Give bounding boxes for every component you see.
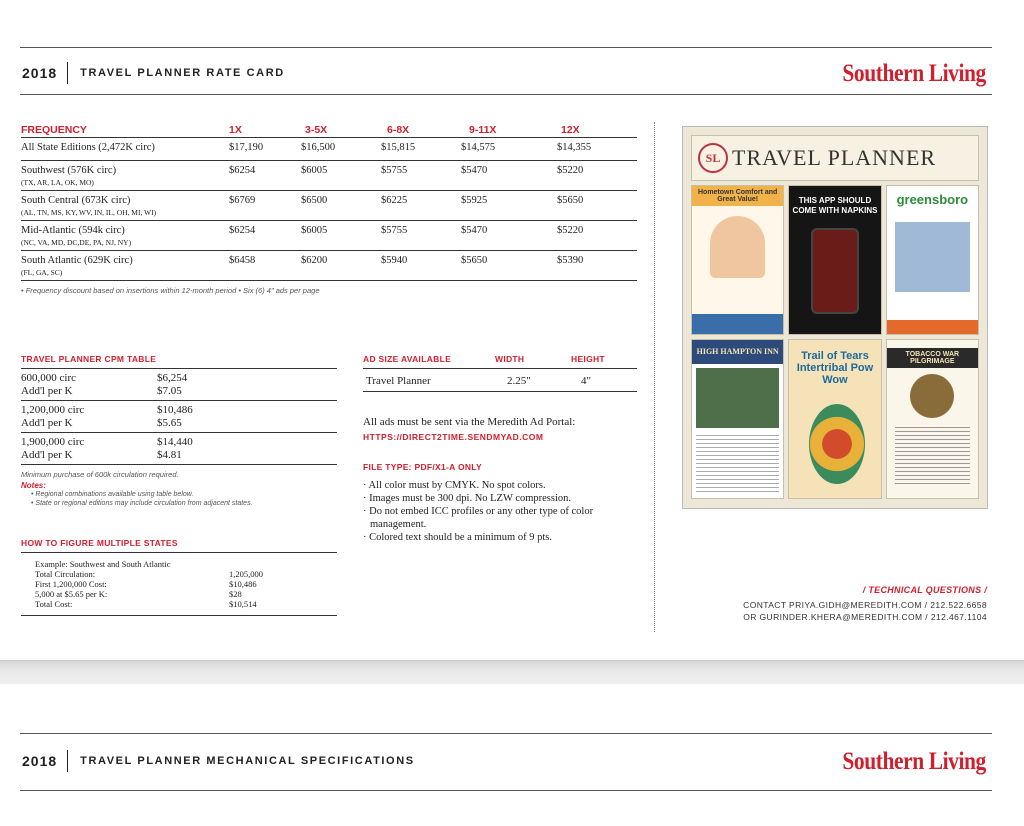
file-type-item: · Images must be 300 dpi. No LZW compression.	[363, 493, 572, 504]
sample-header	[691, 135, 979, 181]
inn-photo-icon	[696, 368, 779, 428]
cpm-circ: 600,000 circ	[21, 372, 76, 384]
portal-text: All ads must be sent via the Meredith Ad Portal:	[363, 416, 576, 428]
rate-cell: $6254	[229, 165, 256, 176]
column-divider	[654, 122, 655, 632]
table-row	[21, 138, 637, 161]
technical-questions	[743, 585, 987, 623]
rate-table-header	[21, 124, 637, 138]
page-header	[22, 62, 285, 84]
rate-cell: $5755	[381, 225, 408, 236]
file-type-item: · All color must by CMYK. No spot colors.	[363, 480, 546, 491]
rate-cell: $5470	[461, 225, 488, 236]
cpm-addl-price: $7.05	[157, 385, 182, 397]
rate-cell: $16,500	[301, 142, 336, 153]
badge-icon	[910, 374, 954, 418]
rate-cell: $5220	[557, 165, 584, 176]
table-row	[21, 161, 637, 191]
header-bottom-rule	[20, 94, 992, 95]
rate-header-12x: 12X	[561, 124, 580, 136]
sl-logo-icon: SL	[698, 143, 728, 173]
multi-value: 1,205,000	[229, 569, 263, 579]
page-title: TRAVEL PLANNER MECHANICAL SPECIFICATIONS	[80, 755, 415, 767]
multiple-states-section	[21, 538, 337, 616]
tile-headline: THIS APP SHOULD COME WITH NAPKINS	[792, 196, 878, 215]
rate-cell: $6254	[229, 225, 256, 236]
multi-heading: HOW TO FIGURE MULTIPLE STATES	[21, 538, 337, 553]
rate-header-9-11x: 9-11X	[469, 124, 497, 136]
cpm-addl: Add'l per K	[21, 417, 73, 429]
rate-row-label: Southwest (576K circ)	[21, 165, 117, 176]
tech-contact-line: OR GURINDER.KHERA@MEREDITH.COM / 212.467.1104	[743, 612, 987, 622]
rate-row-states: (FL, GA, SC)	[21, 268, 63, 277]
ad-height: 4"	[581, 375, 591, 387]
header-bottom-rule	[20, 790, 992, 791]
header-year: 2018	[22, 750, 68, 772]
rate-cell: $15,815	[381, 142, 416, 153]
frequency-note: • Frequency discount based on insertions within 12-month period • Six (6) 4" ads per page	[21, 286, 320, 295]
rate-cell: $5940	[381, 255, 408, 266]
rate-row-label: Mid-Atlantic (594k circ)	[21, 225, 125, 236]
people-photo-icon	[895, 222, 970, 292]
rate-cell: $17,190	[229, 142, 264, 153]
cpm-heading: TRAVEL PLANNER CPM TABLE	[21, 354, 337, 369]
tech-contact-line: CONTACT PRIYA.GIDH@MEREDITH.COM / 212.522.6658	[743, 600, 987, 610]
rate-header-6-8x: 6-8X	[387, 124, 410, 136]
multi-value: $28	[229, 589, 242, 599]
rate-row-label: South Central (673K circ)	[21, 195, 131, 206]
tile-headline: TOBACCO WAR PILGRIMAGE	[887, 348, 978, 368]
ad-size-header: AD SIZE AVAILABLE	[363, 354, 452, 364]
rate-cell: $6769	[229, 195, 256, 206]
table-row	[21, 251, 637, 281]
rate-header-frequency: FREQUENCY	[21, 124, 87, 136]
cpm-circ: 1,900,000 circ	[21, 436, 85, 448]
header-top-rule	[20, 733, 992, 734]
ad-size-name: Travel Planner	[366, 375, 431, 387]
cpm-circ-price: $10,486	[157, 404, 193, 416]
rate-row-label: All State Editions (2,472K circ)	[21, 142, 155, 153]
tile-headline: greensboro	[896, 192, 969, 207]
rate-cell: $14,575	[461, 142, 496, 153]
cpm-circ: 1,200,000 circ	[21, 404, 85, 416]
cpm-block	[21, 433, 337, 465]
multi-label: Total Cost:	[35, 599, 73, 609]
rate-row-states: (TX, AR, LA, OK, MO)	[21, 178, 94, 187]
brand-logo: Southern Living	[842, 60, 986, 87]
file-type-item: · Do not embed ICC profiles or any other type of color management.	[363, 506, 594, 530]
cpm-addl-price: $5.65	[157, 417, 182, 429]
cpm-minimum-note: Minimum purchase of 600k circulation required.	[21, 470, 179, 479]
notes-heading: Notes:	[21, 481, 46, 490]
cpm-table	[21, 354, 337, 508]
header-top-rule	[20, 47, 992, 48]
page-separator	[0, 660, 1024, 684]
rate-cell: $5390	[557, 255, 584, 266]
rate-cell: $14,355	[557, 142, 592, 153]
sample-ad-tile	[691, 339, 784, 499]
cpm-addl: Add'l per K	[21, 385, 73, 397]
table-row	[21, 221, 637, 251]
rate-cell: $5470	[461, 165, 488, 176]
rate-row-states: (NC, VA, MD, DC,DE, PA, NJ, NY)	[21, 238, 132, 247]
rate-cell: $6200	[301, 255, 328, 266]
tile-headline: Hometown Comfort and Great Value!	[692, 186, 783, 206]
cpm-block	[21, 401, 337, 433]
rate-cell: $5650	[461, 255, 488, 266]
rate-table	[21, 124, 637, 295]
rate-cell: $6005	[301, 165, 328, 176]
cpm-circ-price: $14,440	[157, 436, 193, 448]
sample-ad-tile	[886, 339, 979, 499]
file-type-item: · Colored text should be a minimum of 9 pts.	[363, 532, 552, 543]
height-header: HEIGHT	[571, 354, 605, 364]
phone-icon	[811, 228, 859, 314]
table-row	[21, 191, 637, 221]
cpm-circ-price: $6,254	[157, 372, 188, 384]
rate-cell: $5650	[557, 195, 584, 206]
sample-ad-tile	[788, 185, 881, 335]
tile-headline: Trail of Tears Intertribal Pow Wow	[796, 350, 874, 386]
multi-label: Total Circulation:	[35, 569, 96, 579]
multi-body	[21, 553, 337, 616]
header-year: 2018	[22, 62, 68, 84]
brand-logo: Southern Living	[842, 748, 986, 775]
sample-ad-image	[682, 126, 988, 509]
rate-row-states: (AL, TN, MS, KY, WV, IN, IL, OH, MI, WI)	[21, 208, 157, 217]
tech-heading: / TECHNICAL QUESTIONS /	[862, 585, 987, 595]
rate-cell: $6005	[301, 225, 328, 236]
multi-label: 5,000 at $5.65 per K:	[35, 589, 108, 599]
note-item: • Regional combinations available using table below.	[31, 491, 194, 498]
child-photo-icon	[710, 216, 765, 278]
cpm-block	[21, 369, 337, 401]
rate-row-label: South Atlantic (629K circ)	[21, 255, 133, 266]
file-type-section	[363, 462, 643, 544]
multi-label: First 1,200,000 Cost:	[35, 579, 107, 589]
rate-header-3-5x: 3-5X	[305, 124, 328, 136]
table-row	[363, 369, 637, 392]
page-header	[22, 750, 415, 772]
tile-headline: HIGH HAMPTON INN	[692, 340, 783, 364]
rate-cell: $6225	[381, 195, 408, 206]
ad-portal-info	[363, 416, 643, 442]
multi-example: Example: Southwest and South Atlantic	[35, 559, 171, 569]
page-title: TRAVEL PLANNER RATE CARD	[80, 67, 285, 79]
rate-cell: $6458	[229, 255, 256, 266]
dancer-photo-icon	[809, 404, 865, 484]
sample-ad-tile	[691, 185, 784, 335]
ad-width: 2.25"	[507, 375, 531, 387]
multi-value: $10,486	[229, 579, 257, 589]
sample-title: TRAVEL PLANNER	[732, 145, 937, 170]
sample-ad-tile	[788, 339, 881, 499]
ad-size-table	[363, 354, 637, 392]
multi-value: $10,514	[229, 599, 257, 609]
cpm-addl-price: $4.81	[157, 449, 182, 461]
file-type-heading: FILE TYPE: PDF/X1-A ONLY	[363, 462, 482, 472]
portal-link[interactable]: HTTPS://DIRECT2TIME.SENDMYAD.COM	[363, 432, 544, 442]
width-header: WIDTH	[495, 354, 525, 364]
rate-cell: $5755	[381, 165, 408, 176]
note-item: • State or regional editions may include circulation from adjacent states.	[31, 500, 253, 507]
rate-cell: $5220	[557, 225, 584, 236]
rate-header-1x: 1X	[229, 124, 242, 136]
cpm-addl: Add'l per K	[21, 449, 73, 461]
rate-cell: $5925	[461, 195, 488, 206]
sample-ad-tile	[886, 185, 979, 335]
rate-cell: $6500	[301, 195, 328, 206]
